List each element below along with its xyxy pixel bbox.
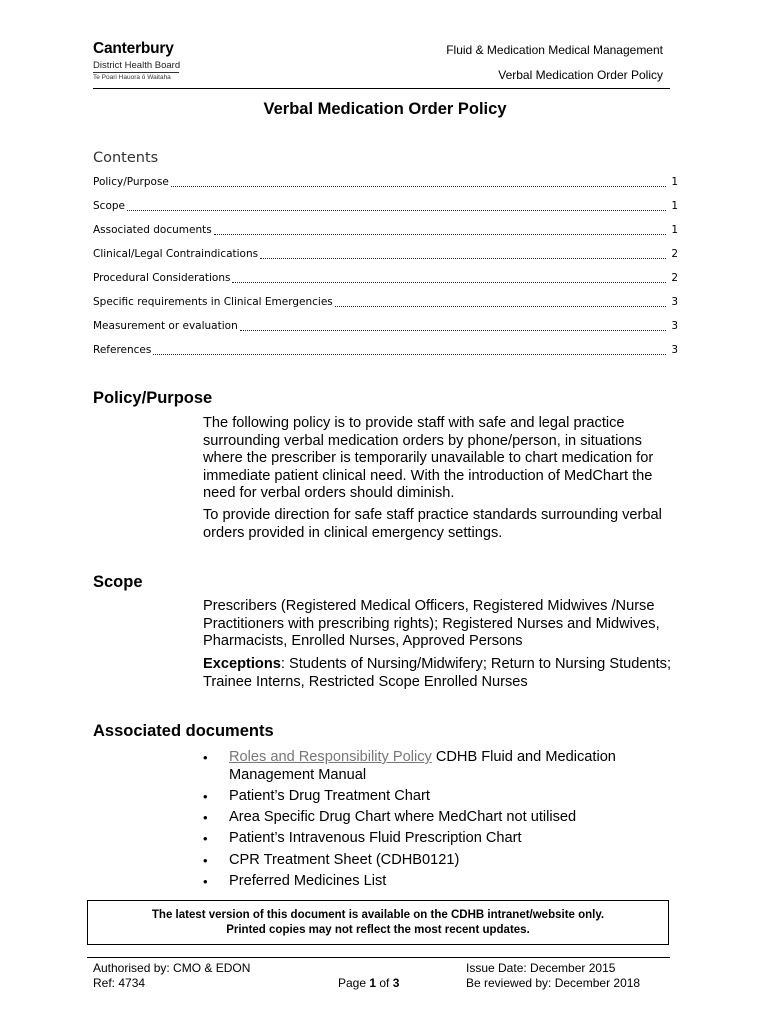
toc-leader-dots xyxy=(153,353,666,355)
toc-entry-page: 3 xyxy=(671,296,678,308)
list-item: • Area Specific Drug Chart where MedChart not utilised xyxy=(203,809,673,827)
version-notice-box xyxy=(87,900,669,945)
footer-divider xyxy=(87,957,670,958)
toc-entry[interactable] xyxy=(93,170,678,194)
toc-entry-page: 2 xyxy=(671,272,678,284)
notice-line-1: The latest version of this document is available on the CDHB intranet/website only. xyxy=(151,908,605,921)
toc-entry-label: Associated documents xyxy=(93,224,212,236)
scope-paragraph: Prescribers (Registered Medical Officers, Registered Midwives /Nurse Practitioners with prescribing rights); Registered Nurses and Midwives, Pharmacists, Enrolled Nurses, Approved Persons xyxy=(203,598,660,649)
toc-entry-label: Clinical/Legal Contraindications xyxy=(93,248,259,260)
section-heading-policy-purpose: Policy/Purpose xyxy=(93,389,213,407)
roles-responsibility-policy-link[interactable]: Roles and Responsibility Policy xyxy=(229,749,432,765)
toc-entry-page: 2 xyxy=(671,248,678,260)
toc-entry-label: Measurement or evaluation xyxy=(93,320,238,332)
toc-leader-dots xyxy=(171,185,666,187)
toc-leader-dots xyxy=(335,305,666,307)
footer-authorised: Authorised by: CMO & EDON xyxy=(93,961,251,975)
list-item: • CPR Treatment Sheet (CDHB0121) xyxy=(203,852,673,870)
associated-documents-list xyxy=(203,749,673,894)
footer-right xyxy=(466,961,640,991)
header-divider xyxy=(93,88,670,89)
scope-exceptions xyxy=(203,656,673,691)
toc-leader-dots xyxy=(214,233,666,235)
toc-entry[interactable] xyxy=(93,218,678,242)
toc-entry-label: Scope xyxy=(93,200,125,212)
footer-left xyxy=(93,961,250,991)
org-logo-name: Canterbury xyxy=(93,40,174,57)
policy-purpose-paragraph-2: To provide direction for safe staff practice standards surrounding verbal orders provided in clinical emergency settings. xyxy=(203,507,662,541)
org-logo-subtitle: District Health Board xyxy=(93,60,181,71)
toc-entry[interactable] xyxy=(93,242,678,266)
toc-leader-dots xyxy=(232,281,666,283)
toc-entry-page: 1 xyxy=(671,176,678,188)
toc-leader-dots xyxy=(127,209,666,211)
footer-page-number xyxy=(338,976,399,991)
org-logo-maori: Te Poari Hauora ō Waitaha xyxy=(93,74,171,81)
logo-divider xyxy=(93,72,179,73)
page-total: 3 xyxy=(392,976,400,990)
footer-ref: Ref: 4734 xyxy=(93,976,146,990)
section-heading-scope: Scope xyxy=(93,573,143,591)
table-of-contents xyxy=(93,170,678,362)
toc-entry[interactable] xyxy=(93,266,678,290)
policy-purpose-paragraph-1: The following policy is to provide staff with safe and legal practice surrounding verbal medication orders by phone/person, in situations where the prescriber is temporarily unavailable to chart medication for immediate patient clinical need. With the introduction of MedChart the need for verbal orders should diminish. xyxy=(203,415,654,501)
section-heading-associated-documents: Associated documents xyxy=(93,722,274,740)
exceptions-text: : Students of Nursing/Midwifery; Return to Nursing Students; Trainee Interns, Restricted Scope Enrolled Nurses xyxy=(203,656,672,690)
toc-leader-dots xyxy=(240,329,666,331)
toc-entry-label: References xyxy=(93,344,152,356)
page-word: Page xyxy=(338,976,370,990)
contents-heading: Contents xyxy=(93,150,159,166)
list-item: • Patient’s Drug Treatment Chart xyxy=(203,788,673,806)
toc-entry-page: 1 xyxy=(671,200,678,212)
footer-issue-date: Issue Date: December 2015 xyxy=(466,961,616,975)
link-suffix: CDHB Fluid and Medication Management Manual xyxy=(229,749,616,783)
header-policy-title: Verbal Medication Order Policy xyxy=(498,68,663,82)
exceptions-label: Exceptions xyxy=(203,656,281,672)
toc-entry[interactable] xyxy=(93,314,678,338)
page-current: 1 xyxy=(369,976,377,990)
toc-entry[interactable] xyxy=(93,194,678,218)
list-item: • Patient’s Intravenous Fluid Prescription Chart xyxy=(203,830,673,848)
toc-entry-page: 1 xyxy=(671,224,678,236)
toc-entry-label: Policy/Purpose xyxy=(93,176,169,188)
toc-entry-label: Procedural Considerations xyxy=(93,272,231,284)
header-manual-title: Fluid & Medication Medical Management xyxy=(446,43,663,57)
toc-entry[interactable] xyxy=(93,338,678,362)
toc-leader-dots xyxy=(260,257,666,259)
notice-line-2: Printed copies may not reflect the most recent updates. xyxy=(226,923,530,936)
document-title: Verbal Medication Order Policy xyxy=(263,100,507,118)
toc-entry-page: 3 xyxy=(671,320,678,332)
toc-entry-label: Specific requirements in Clinical Emergencies xyxy=(93,296,333,308)
footer-review-date: Be reviewed by: December 2018 xyxy=(466,976,641,990)
toc-entry[interactable] xyxy=(93,290,678,314)
list-item xyxy=(203,749,673,784)
list-item: • Preferred Medicines List xyxy=(203,873,673,891)
toc-entry-page: 3 xyxy=(671,344,678,356)
page-of: of xyxy=(376,976,393,990)
